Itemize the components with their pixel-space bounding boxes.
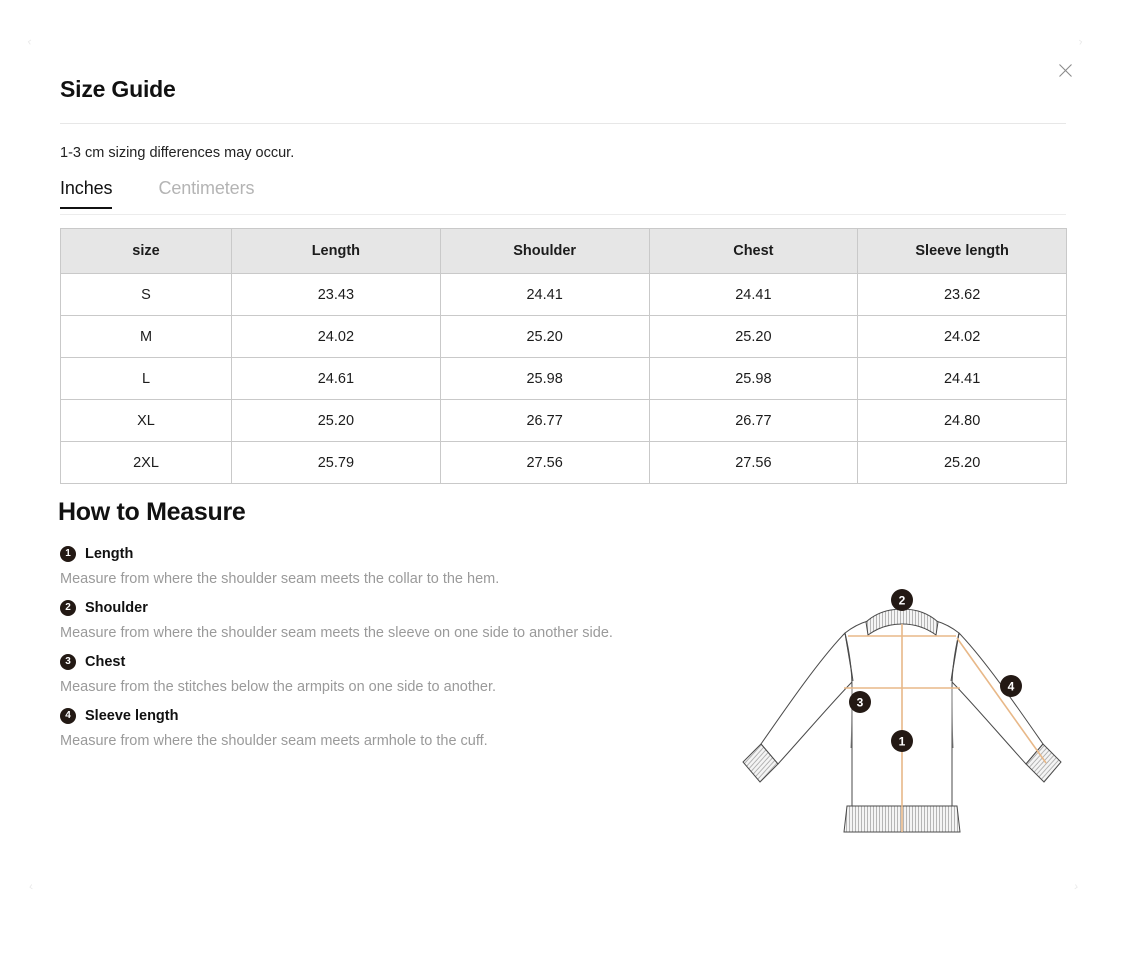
cell-shoulder: 25.98: [440, 358, 649, 400]
cell-length: 24.61: [232, 358, 441, 400]
column-header-length: Length: [232, 229, 441, 274]
measure-label: Sleeve length: [85, 708, 179, 724]
badge-3-text: 3: [856, 695, 864, 710]
corner-mark-bottom-right: ⌟: [1068, 878, 1080, 892]
badge-2-text: 2: [898, 593, 906, 608]
corner-mark-top-left: ⌜: [26, 38, 38, 52]
measure-label: Chest: [85, 654, 126, 670]
sizing-note: 1-3 cm sizing differences may occur.: [60, 145, 295, 161]
sweater-measurement-diagram: [714, 578, 1090, 840]
number-badge-2-icon: 2: [60, 600, 76, 616]
measure-label: Shoulder: [85, 600, 148, 616]
tab-inches[interactable]: Inches: [60, 178, 112, 209]
page-title: Size Guide: [60, 76, 176, 102]
column-header-sleeve-length: Sleeve length: [858, 229, 1067, 274]
cell-shoulder: 26.77: [440, 400, 649, 442]
cell-shoulder: 25.20: [440, 316, 649, 358]
column-header-chest: Chest: [649, 229, 858, 274]
cell-chest: 26.77: [649, 400, 858, 442]
cell-length: 25.79: [232, 442, 441, 484]
measure-item-length: [60, 546, 720, 587]
cell-shoulder: 27.56: [440, 442, 649, 484]
close-icon: [1058, 63, 1073, 78]
cell-sleeve-length: 24.02: [858, 316, 1067, 358]
cell-chest: 24.41: [649, 274, 858, 316]
table-row: [61, 400, 1067, 442]
header-divider: [60, 123, 1066, 124]
cell-sleeve-length: 25.20: [858, 442, 1067, 484]
close-button[interactable]: [1052, 57, 1078, 83]
cell-size: S: [61, 274, 232, 316]
cell-chest: 27.56: [649, 442, 858, 484]
how-to-measure-heading: How to Measure: [58, 498, 246, 526]
unit-tabs: [60, 178, 254, 209]
table-row: [61, 358, 1067, 400]
cell-sleeve-length: 23.62: [858, 274, 1067, 316]
tabs-underline-rule: [60, 214, 1066, 215]
measure-description: Measure from the stitches below the armpits on one side to another.: [60, 679, 497, 695]
measure-item-sleeve-length: [60, 708, 720, 749]
cell-length: 23.43: [232, 274, 441, 316]
badge-4-text: 4: [1007, 679, 1015, 694]
cell-length: 24.02: [232, 316, 441, 358]
number-badge-3-icon: 3: [60, 654, 76, 670]
column-header-shoulder: Shoulder: [440, 229, 649, 274]
measure-item-shoulder: [60, 600, 720, 641]
measure-label: Length: [85, 546, 134, 562]
table-row: [61, 274, 1067, 316]
tab-centimeters[interactable]: Centimeters: [158, 178, 255, 198]
cell-sleeve-length: 24.80: [858, 400, 1067, 442]
table-header-row: [61, 229, 1067, 274]
cell-length: 25.20: [232, 400, 441, 442]
size-chart-table: [60, 228, 1067, 484]
how-to-measure-list: [60, 546, 720, 762]
cell-size: M: [61, 316, 232, 358]
cell-sleeve-length: 24.41: [858, 358, 1067, 400]
cell-chest: 25.20: [649, 316, 858, 358]
table-row: [61, 442, 1067, 484]
measure-description: Measure from where the shoulder seam meets the collar to the hem.: [60, 571, 500, 587]
sweater-illustration-icon: [714, 578, 1090, 840]
measure-description: Measure from where the shoulder seam meets armhole to the cuff.: [60, 733, 488, 749]
number-badge-1-icon: 1: [60, 546, 76, 562]
corner-mark-bottom-left: ⌞: [27, 878, 39, 892]
measure-description: Measure from where the shoulder seam meets the sleeve on one side to another side.: [60, 625, 613, 641]
cell-size: L: [61, 358, 232, 400]
table-row: [61, 316, 1067, 358]
cell-chest: 25.98: [649, 358, 858, 400]
cell-size: 2XL: [61, 442, 232, 484]
badge-1-text: 1: [898, 734, 906, 749]
measure-item-chest: [60, 654, 720, 695]
corner-mark-top-right: ⌝: [1072, 38, 1084, 52]
column-header-size: size: [61, 229, 232, 274]
cell-size: XL: [61, 400, 232, 442]
number-badge-4-icon: 4: [60, 708, 76, 724]
cell-shoulder: 24.41: [440, 274, 649, 316]
